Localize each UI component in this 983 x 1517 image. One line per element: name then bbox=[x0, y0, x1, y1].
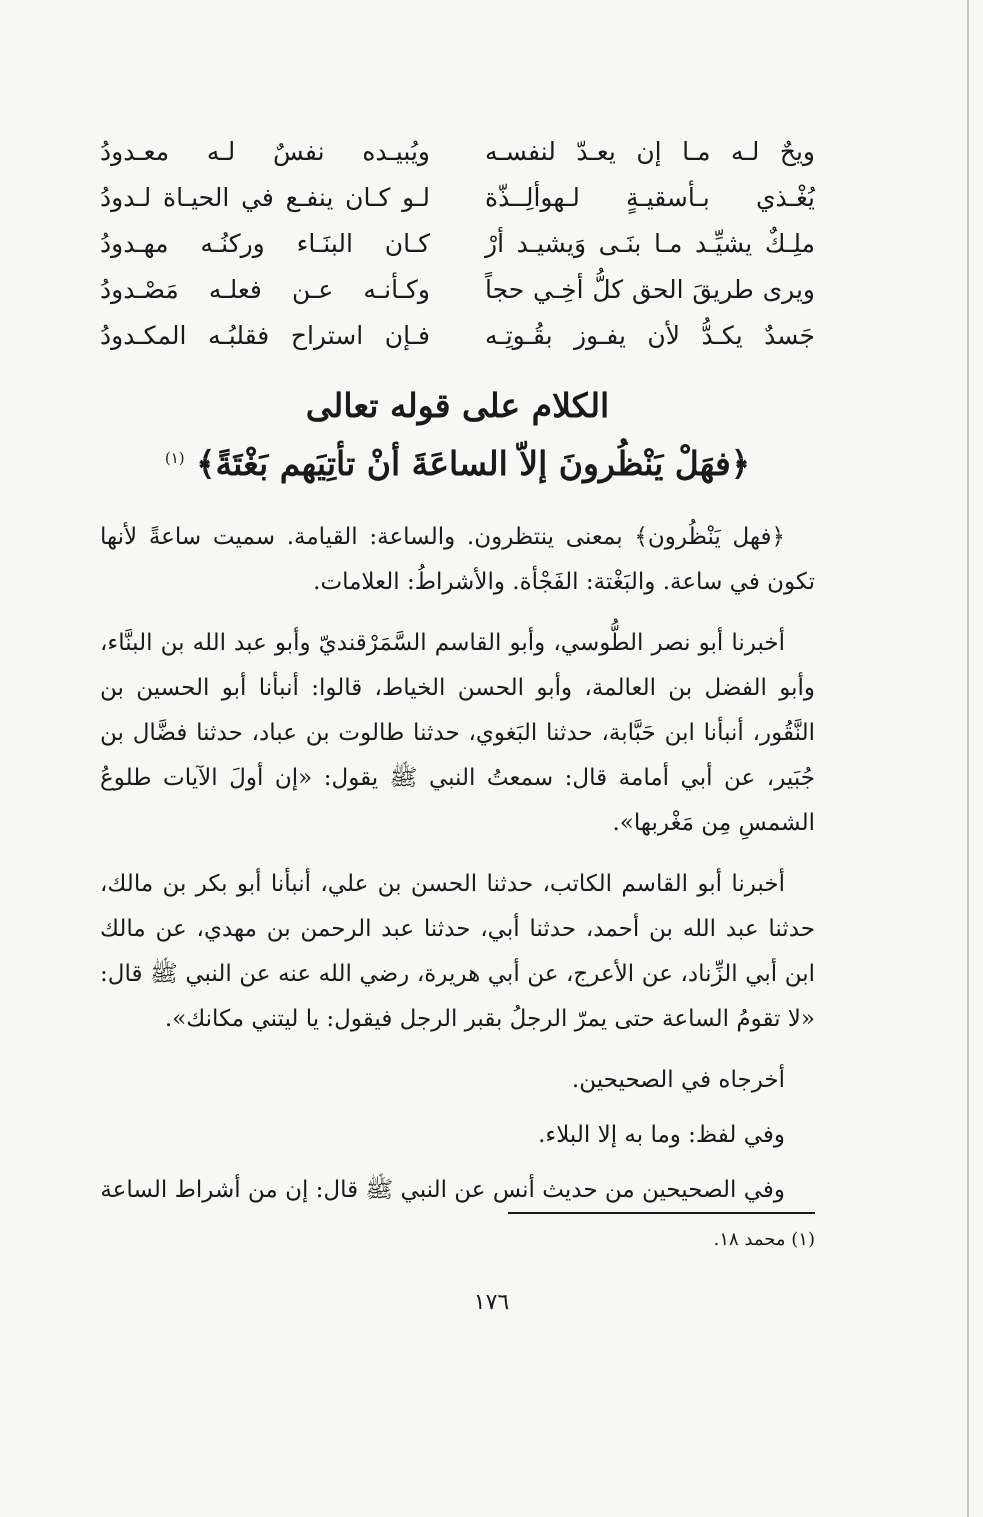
poem-block bbox=[100, 128, 815, 358]
verse-first-hemistich: ويحٌ لـه مـا إن يعـدّ لنفسـه bbox=[485, 136, 815, 166]
poem-verse bbox=[100, 220, 815, 266]
verse-first-hemistich: يُغْـذي بـأسقيـةٍ لـهوألِــذّة bbox=[485, 182, 815, 212]
footnote-separator bbox=[508, 1212, 815, 1214]
verse-second-hemistich: ويُبيـده نفسٌ لـه معـدودُ bbox=[100, 136, 430, 166]
heading-line-2 bbox=[100, 432, 815, 490]
verse-first-hemistich: ويرى طريقَ الحق كلُّ أخِـي حجاً bbox=[485, 274, 815, 304]
heading-line-1: الكلام على قوله تعالى bbox=[305, 386, 610, 425]
poem-verse bbox=[100, 312, 815, 358]
section-heading bbox=[100, 380, 815, 490]
footnote: (١) محمد ١٨. bbox=[713, 1229, 815, 1250]
heading-verse: ﴿فهَلْ يَنْظُرونَ إلاّ الساعَةَ أنْ تأتِيَهم بَغْتَةً﴾ bbox=[196, 444, 751, 483]
poem-verse bbox=[100, 266, 815, 312]
footnote-marker: (١) bbox=[164, 449, 185, 467]
paragraph: أخبرنا أبو القاسم الكاتب، حدثنا الحسن بن علي، أنبأنا أبو بكر بن مالك، حدثنا عبد الله بن أحمد، حدثنا أبي، حدثنا عبد الرحمن بن مهدي، عن مالك ابن أبي الزِّناد، عن الأعرج، عن أبي هريرة، رضي الله عنه عن النبي ﷺ قال: «لا تقومُ الساعة حتى يمرّ الرجلُ بقبر الرجل فيقول: يا ليتني مكانك». bbox=[100, 871, 815, 1032]
paragraph: وفي لفظ: وما به إلا البلاء. bbox=[538, 1122, 785, 1148]
paragraph: ﴿فهل يَنْظُرون﴾ بمعنى ينتظرون. والساعة: القيامة. سميت ساعةً لأنها تكون في ساعة. والبَغْتة: الفَجْأة. والأشراطُ: العلامات. bbox=[100, 524, 815, 595]
paragraph: وفي الصحيحين من حديث أنس عن النبي ﷺ قال: إن من أشراط الساعة bbox=[100, 1177, 785, 1203]
verse-second-hemistich: وكـأنـه عـن فعلـه مَصْـدودُ bbox=[100, 274, 430, 304]
poem-verse bbox=[100, 128, 815, 174]
verse-second-hemistich: فـإن استراح فقلبُـه المكـدودُ bbox=[100, 320, 430, 350]
paragraph: أخبرنا أبو نصر الطُّوسي، وأبو القاسم السَّمَرْقنديّ وأبو عبد الله بن البنَّاء، وأبو الفضل بن العالمة، وأبو الحسن الخياط، قالوا: أنبأنا أبو الحسين بن النَّقُور، أنبأنا ابن حَبَّابة، حدثنا البَغوي، حدثنا طالوت بن عباد، حدثنا فضَّال بن جُبَير، عن أبي أمامة قال: سمعتُ النبي ﷺ يقول: «إن أولَ الآيات طلوعُ الشمسِ مِن مَغْربها». bbox=[100, 630, 815, 836]
verse-second-hemistich: لـو كـان ينفـع في الحيـاة لـدودُ bbox=[100, 182, 430, 212]
body-text bbox=[100, 515, 815, 1229]
page-number: ١٧٦ bbox=[473, 1290, 510, 1315]
verse-second-hemistich: كـان البنَـاء وركنُـه مهـدودُ bbox=[100, 228, 430, 258]
verse-first-hemistich: جَسدٌ يكـدُّ لأن يفـوز بقُـوتِـه bbox=[485, 320, 815, 350]
verse-first-hemistich: ملِـكٌ يشيِّـد مـا بنَـى وَيشيـد أرْ bbox=[485, 228, 815, 258]
poem-verse bbox=[100, 174, 815, 220]
paragraph: أخرجاه في الصحيحين. bbox=[571, 1067, 785, 1093]
